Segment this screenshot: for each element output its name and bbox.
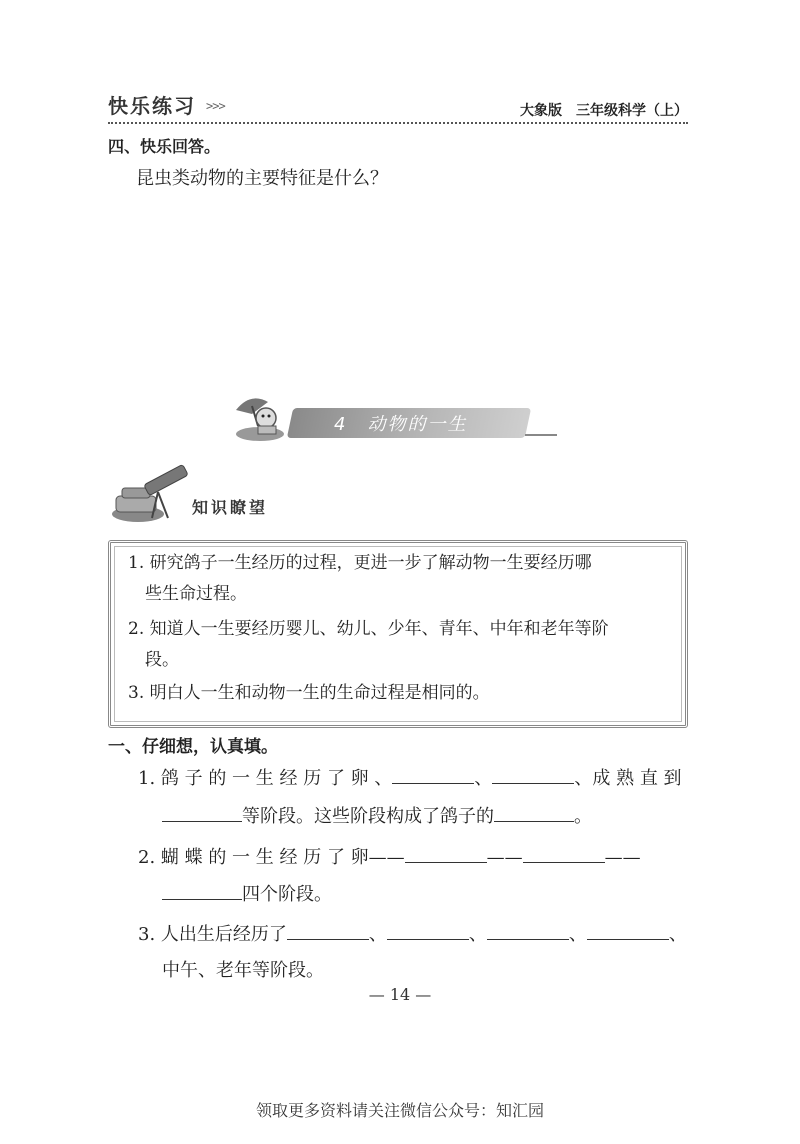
q1-text-c: 、成 熟 直 到	[574, 768, 682, 789]
q1-text-d: 等阶段。这些阶段构成了鸽子的	[242, 806, 494, 827]
q1-text-e: 。	[574, 806, 592, 827]
knowledge-item-1-line-1: 1. 研究鸽子一生经历的过程，更进一步了解动物一生要经历哪	[128, 553, 592, 573]
question-1-line-1	[138, 764, 682, 794]
question-1-line-2	[162, 802, 592, 832]
q2-text-b: ——	[486, 847, 523, 868]
q2-text-c: ——	[604, 847, 641, 868]
q3-sep-3: 、	[568, 924, 587, 945]
header-title: 快乐练习	[108, 94, 196, 118]
q1-blank-1[interactable]	[392, 765, 474, 784]
q3-blank-1[interactable]	[287, 921, 369, 940]
q2-blank-2[interactable]	[523, 844, 605, 863]
q2-text-d: 四个阶段。	[242, 884, 332, 905]
knowledge-item-3: 3. 明白人一生和动物一生的生命过程是相同的。	[128, 683, 490, 703]
header-subtitle: 大象版 三年级科学（上）	[520, 103, 688, 119]
q1-text-b: 、	[474, 768, 493, 789]
q2-blank-1[interactable]	[405, 844, 487, 863]
q2-text-a: 2. 蝴 蝶 的 一 生 经 历 了 卵——	[138, 847, 405, 868]
chapter-mascot-icon	[228, 388, 292, 444]
q3-sep-1: 、	[368, 924, 387, 945]
q3-blank-4[interactable]	[587, 921, 669, 940]
question-3-line-2: 中午、老年等阶段。	[162, 960, 324, 981]
q3-sep-4: 、	[668, 924, 687, 945]
section-four-title: 四、快乐回答。	[108, 137, 221, 156]
q1-blank-3[interactable]	[162, 803, 242, 822]
question-2-line-2	[162, 880, 332, 910]
chapter-banner-tail	[525, 434, 557, 436]
q1-blank-2[interactable]	[492, 765, 574, 784]
header-divider	[108, 122, 688, 124]
question-2-line-1	[138, 843, 641, 873]
knowledge-label: 知识瞭望	[192, 498, 269, 517]
q3-blank-2[interactable]	[387, 921, 469, 940]
q1-text-a: 1. 鸽 子 的 一 生 经 历 了 卵 、	[138, 768, 393, 789]
q1-blank-4[interactable]	[494, 803, 574, 822]
knowledge-item-1-line-2: 些生命过程。	[145, 584, 247, 604]
section-one-title: 一、仔细想，认真填。	[108, 737, 278, 757]
knowledge-item-2-line-2: 段。	[145, 650, 179, 670]
q3-text-a: 3. 人出生后经历了	[138, 924, 287, 945]
knowledge-item-2-line-1: 2. 知道人一生要经历婴儿、幼儿、少年、青年、中年和老年等阶	[128, 619, 609, 639]
q3-blank-3[interactable]	[487, 921, 569, 940]
section-four-question: 昆虫类动物的主要特征是什么？	[136, 168, 388, 189]
question-3-line-1	[138, 920, 687, 950]
q3-sep-2: 、	[468, 924, 487, 945]
telescope-icon	[108, 462, 192, 526]
page-number: — 14 —	[368, 985, 432, 1004]
header-arrows-icon: >>>	[206, 99, 225, 113]
footer-text: 领取更多资料请关注微信公众号：知汇园	[255, 1101, 544, 1120]
chapter-title: 4 动物的一生	[334, 414, 468, 435]
q2-blank-3[interactable]	[162, 881, 242, 900]
